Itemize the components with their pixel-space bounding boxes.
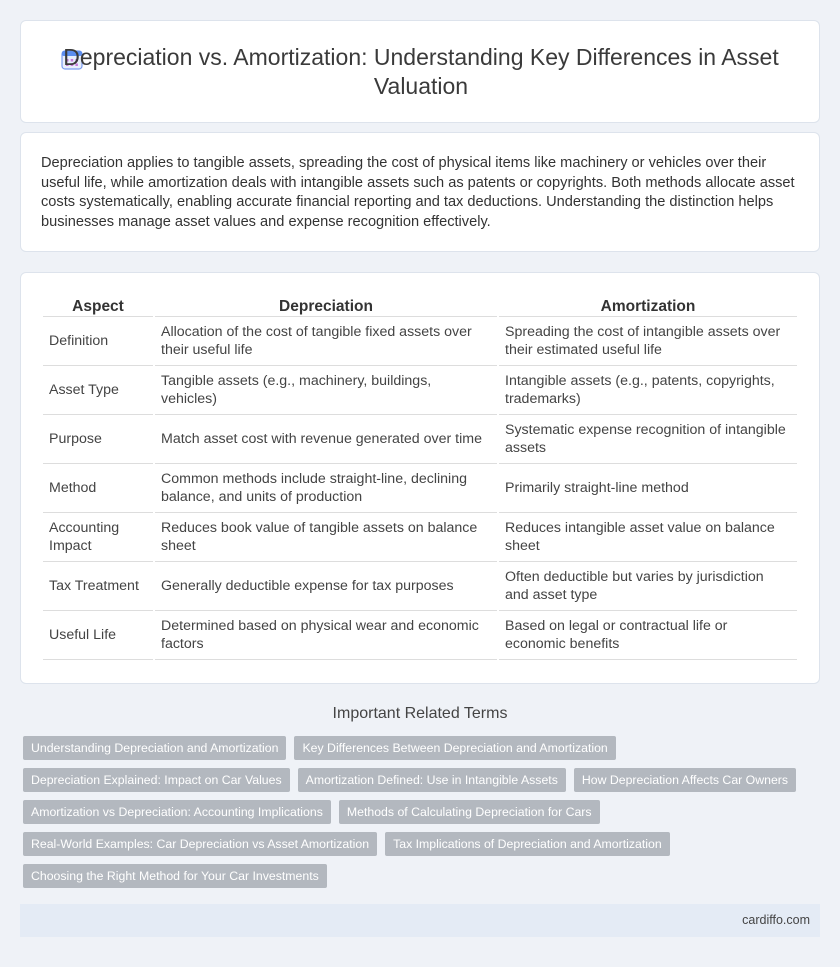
page-title: Depreciation vs. Amortization: Understanding Key Differences in Asset Valuation	[63, 44, 779, 99]
table-cell-aspect: Purpose	[43, 415, 153, 464]
table-cell-aspect: Method	[43, 464, 153, 513]
related-term-link[interactable]: Choosing the Right Method for Your Car Investments	[23, 864, 327, 888]
related-term-link[interactable]: Methods of Calculating Depreciation for Cars	[339, 800, 600, 824]
related-term-link[interactable]: Depreciation Explained: Impact on Car Values	[23, 768, 290, 792]
table-cell-amortization: Spreading the cost of intangible assets over their estimated useful life	[499, 317, 797, 366]
footer	[20, 904, 820, 937]
column-header-depreciation: Depreciation	[155, 295, 497, 317]
table-cell-amortization: Primarily straight-line method	[499, 464, 797, 513]
table-row	[43, 611, 797, 660]
table-cell-depreciation: Tangible assets (e.g., machinery, buildings, vehicles)	[155, 366, 497, 415]
column-header-amortization: Amortization	[499, 295, 797, 317]
related-term-link[interactable]: Real-World Examples: Car Depreciation vs Asset Amortization	[23, 832, 377, 856]
related-term-link[interactable]: Key Differences Between Depreciation and Amortization	[294, 736, 615, 760]
tag-row	[23, 768, 813, 792]
table-cell-aspect: Accounting Impact	[43, 513, 153, 562]
tag-row	[23, 832, 813, 856]
table-row	[43, 513, 797, 562]
intro-paragraph: Depreciation applies to tangible assets, spreading the cost of physical items like machinery or vehicles over their useful life, while amortization deals with intangible assets such as patents or copyrights. Both methods allocate asset costs systematically, enabling accurate financial reporting and tax deductions. Understanding the distinction helps businesses manage asset values and expense recognition effectively.	[41, 155, 795, 230]
table-cell-amortization: Systematic expense recognition of intangible assets	[499, 415, 797, 464]
related-terms-list	[23, 736, 813, 896]
intro-card	[20, 132, 820, 252]
column-header-aspect: Aspect	[43, 295, 153, 317]
table-cell-amortization: Reduces intangible asset value on balance sheet	[499, 513, 797, 562]
related-term-link[interactable]: Tax Implications of Depreciation and Amortization	[385, 832, 670, 856]
table-cell-depreciation: Match asset cost with revenue generated over time	[155, 415, 497, 464]
table-cell-depreciation: Allocation of the cost of tangible fixed assets over their useful life	[155, 317, 497, 366]
table-cell-amortization: Based on legal or contractual life or economic benefits	[499, 611, 797, 660]
comparison-table	[41, 295, 799, 660]
table-row	[43, 464, 797, 513]
title-card	[20, 20, 820, 123]
tag-row	[23, 864, 813, 888]
related-term-link[interactable]: Understanding Depreciation and Amortization	[23, 736, 286, 760]
comparison-table-card	[20, 272, 820, 684]
table-cell-depreciation: Determined based on physical wear and economic factors	[155, 611, 497, 660]
table-cell-depreciation: Generally deductible expense for tax purposes	[155, 562, 497, 611]
table-header-row	[43, 295, 797, 317]
table-cell-aspect: Tax Treatment	[43, 562, 153, 611]
related-terms-heading: Important Related Terms	[332, 705, 508, 722]
table-cell-aspect: Definition	[43, 317, 153, 366]
related-term-link[interactable]: Amortization Defined: Use in Intangible Assets	[298, 768, 566, 792]
footer-site-name[interactable]: cardiffo.com	[742, 913, 810, 927]
table-cell-depreciation: Reduces book value of tangible assets on balance sheet	[155, 513, 497, 562]
related-term-link[interactable]: How Depreciation Affects Car Owners	[574, 768, 796, 792]
table-cell-aspect: Asset Type	[43, 366, 153, 415]
related-term-link[interactable]: Amortization vs Depreciation: Accounting Implications	[23, 800, 331, 824]
table-cell-depreciation: Common methods include straight-line, declining balance, and units of production	[155, 464, 497, 513]
table-cell-amortization: Often deductible but varies by jurisdiction and asset type	[499, 562, 797, 611]
table-cell-amortization: Intangible assets (e.g., patents, copyrights, trademarks)	[499, 366, 797, 415]
table-row	[43, 317, 797, 366]
table-row	[43, 366, 797, 415]
tag-row	[23, 736, 813, 760]
tag-row	[23, 800, 813, 824]
table-row	[43, 562, 797, 611]
table-row	[43, 415, 797, 464]
table-cell-aspect: Useful Life	[43, 611, 153, 660]
